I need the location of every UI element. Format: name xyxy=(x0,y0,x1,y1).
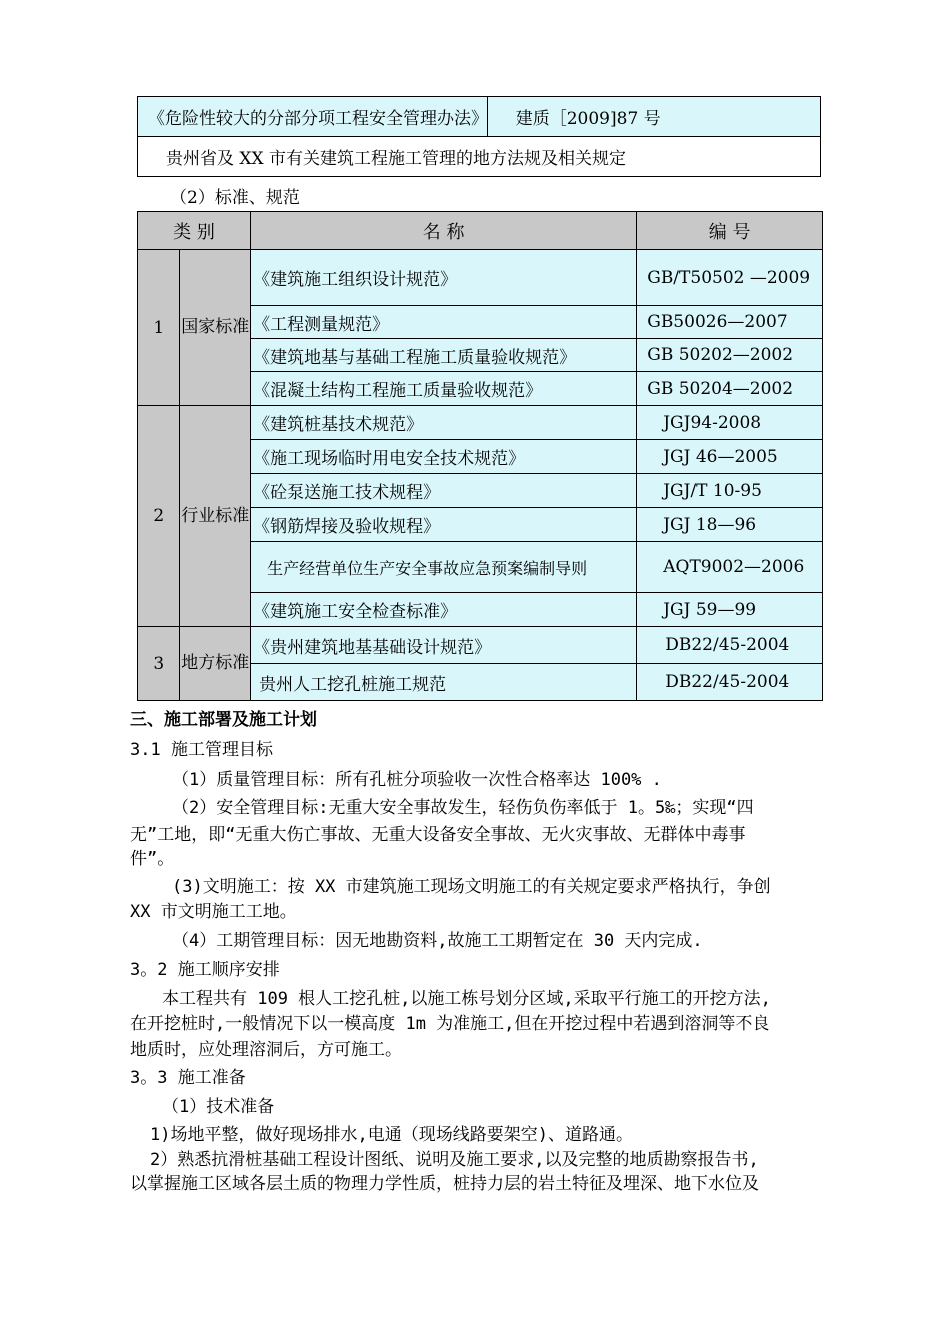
subsection-heading: 3。3 施工准备 xyxy=(130,1068,246,1088)
local-regulations: 贵州省及 XX 市有关建筑工程施工管理的地方法规及相关规定 xyxy=(138,137,821,177)
standard-code: GB/T50502 —2009 xyxy=(637,250,823,306)
table-row xyxy=(138,627,823,664)
standard-code: JGJ 18—96 xyxy=(637,508,823,542)
regulation-code: 建质［2009]87 号 xyxy=(487,97,820,137)
standard-name: 《工程测量规范》 xyxy=(251,306,637,339)
standard-name: 《建筑施工安全检查标准》 xyxy=(251,593,637,627)
standard-code: JGJ/T 10-95 xyxy=(637,474,823,508)
table-header-row xyxy=(138,212,823,250)
paragraph: （4）工期管理目标：因无地勘资料,故施工工期暂定在 30 天内完成. xyxy=(172,931,703,951)
standard-code: JGJ 59—99 xyxy=(637,593,823,627)
header-category: 类 别 xyxy=(138,212,251,250)
group-number: 1 xyxy=(138,250,180,406)
subheading: （2）标准、规范 xyxy=(170,188,300,208)
table-row xyxy=(138,250,823,306)
paragraph: 本工程共有 109 根人工挖孔桩,以施工栋号划分区域,采取平行施工的开挖方法, xyxy=(162,989,771,1009)
standard-name: 生产经营单位生产安全事故应急预案编制导则 xyxy=(251,542,637,593)
standard-name: 《施工现场临时用电安全技术规范》 xyxy=(251,440,637,474)
paragraph: （2）安全管理目标:无重大安全事故发生，轻伤负伤率低于 1。5‰；实现“四 xyxy=(172,798,754,818)
group-number: 3 xyxy=(138,627,180,701)
standard-name: 《钢筋焊接及验收规程》 xyxy=(251,508,637,542)
standard-code: GB 50204—2002 xyxy=(637,372,823,406)
standard-name: 贵州人工挖孔桩施工规范 xyxy=(251,664,637,701)
paragraph: 无”工地，即“无重大伤亡事故、无重大设备安全事故、无火灾事故、无群体中毒事 xyxy=(130,825,746,845)
regulation-name: 《危险性较大的分部分项工程安全管理办法》 xyxy=(138,97,488,137)
paragraph: （1）质量管理目标：所有孔桩分项验收一次性合格率达 100% . xyxy=(172,770,662,790)
standard-code: GB50026—2007 xyxy=(637,306,823,339)
standard-code: DB22/45-2004 xyxy=(637,664,823,701)
group-type: 行业标准 xyxy=(180,406,251,627)
standard-code: JGJ94-2008 xyxy=(637,406,823,440)
paragraph: （1）技术准备 xyxy=(162,1097,275,1117)
standard-code: DB22/45-2004 xyxy=(637,627,823,664)
group-type: 国家标准 xyxy=(180,250,251,406)
paragraph: 件”。 xyxy=(130,849,175,869)
standard-code: JGJ 46—2005 xyxy=(637,440,823,474)
section-heading: 三、施工部署及施工计划 xyxy=(130,710,317,730)
standard-name: 《建筑施工组织设计规范》 xyxy=(251,250,637,306)
paragraph: 以掌握施工区域各层土质的物理力学性质，桩持力层的岩土特征及埋深、地下水位及 xyxy=(130,1174,759,1194)
standard-code: AQT9002—2006 xyxy=(637,542,823,593)
paragraph: 地质时，应处理溶洞后，方可施工。 xyxy=(130,1040,402,1060)
header-code: 编 号 xyxy=(637,212,823,250)
subsection-heading: 3。2 施工顺序安排 xyxy=(130,960,280,980)
paragraph: 2）熟悉抗滑桩基础工程设计图纸、说明及施工要求,以及完整的地质勘察报告书, xyxy=(150,1150,759,1170)
standard-name: 《建筑地基与基础工程施工质量验收规范》 xyxy=(251,339,637,372)
standards-table xyxy=(137,211,823,701)
table-row xyxy=(138,406,823,440)
group-number: 2 xyxy=(138,406,180,627)
standard-name: 《建筑桩基技术规范》 xyxy=(251,406,637,440)
paragraph: 在开挖桩时,一般情况下以一模高度 1m 为准施工,但在开挖过程中若遇到溶洞等不良 xyxy=(130,1014,770,1034)
standard-name: 《贵州建筑地基基础设计规范》 xyxy=(251,627,637,664)
group-type: 地方标准 xyxy=(180,627,251,701)
paragraph: (3)文明施工：按 XX 市建筑施工现场文明施工的有关规定要求严格执行，争创 xyxy=(172,877,771,897)
standard-name: 《混凝土结构工程施工质量验收规范》 xyxy=(251,372,637,406)
paragraph: XX 市文明施工工地。 xyxy=(130,902,297,922)
subsection-heading: 3.1 施工管理目标 xyxy=(130,740,273,760)
header-name: 名 称 xyxy=(251,212,637,250)
standard-name: 《砼泵送施工技术规程》 xyxy=(251,474,637,508)
regulation-table xyxy=(137,96,821,177)
paragraph: 1)场地平整，做好现场排水,电通（现场线路要架空)、道路通。 xyxy=(150,1125,633,1145)
standard-code: GB 50202—2002 xyxy=(637,339,823,372)
